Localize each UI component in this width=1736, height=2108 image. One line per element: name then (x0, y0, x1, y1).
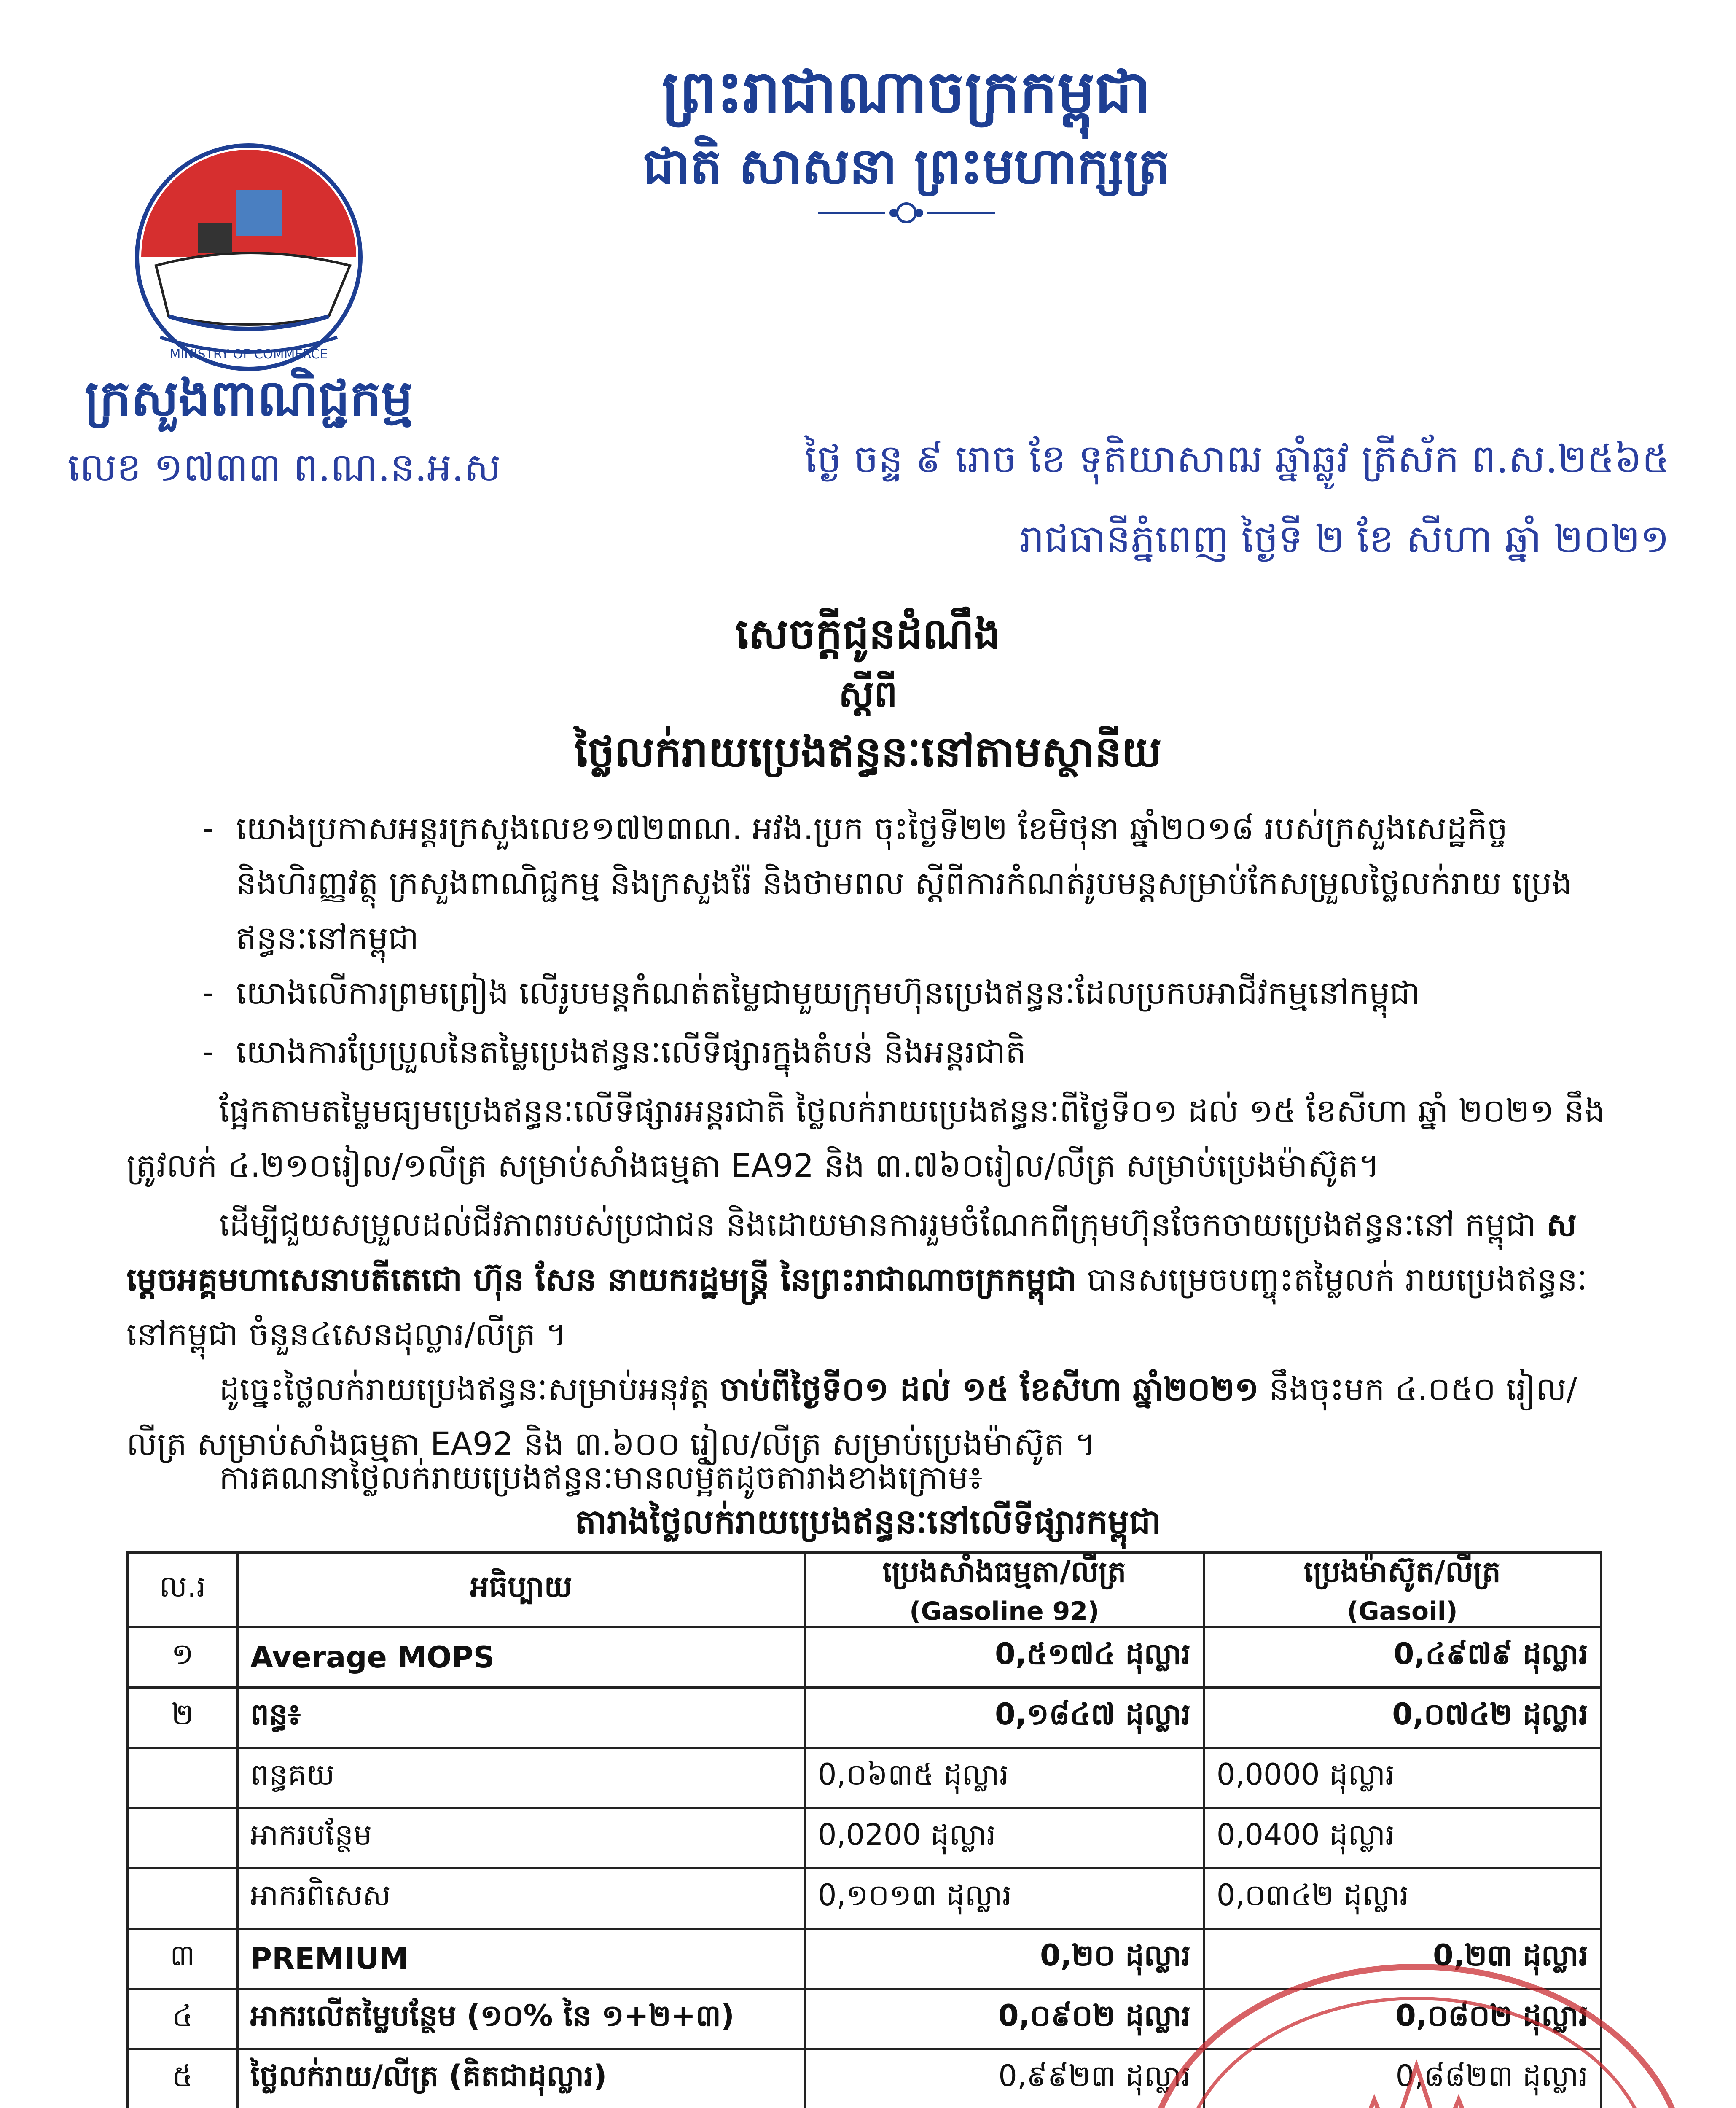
gasoil-price: 0,៤៩៧៩ ដុល្លារ (1204, 1627, 1601, 1688)
row-number: ១ (128, 1627, 238, 1688)
gasoline-price: 0,០៩០២ ដុល្លារ (805, 1989, 1204, 2049)
header-gasoline-kh: ប្រេងសាំងធម្មតា/លីត្រ (882, 1554, 1126, 1589)
paragraph-3-emphasis: ចាប់ពីថ្ងៃទី០១ ដល់ ១៥ ខែសីហា ឆ្នាំ២០២១ (720, 1370, 1259, 1408)
gasoline-price: 0,១៨៤៧ ដុល្លារ (805, 1688, 1204, 1748)
bullet-text: យោងលើការព្រមព្រៀង លើរូបមន្តកំណត់តម្លៃជាមួយក្រុមហ៊ុនប្រេងឥន្ធនៈដែលប្រកបអាជីវកម្មនៅកម្ពុជា (236, 974, 1420, 1011)
row-description: ពន្ធគយ (237, 1748, 805, 1808)
gasoline-price: 0,៩៩២៣ ដុល្លារ (805, 2049, 1204, 2108)
paragraph-2 (126, 1197, 1627, 1362)
logo-caption: MINISTRY OF COMMERCE (169, 347, 328, 362)
table-subrow (128, 1808, 1601, 1869)
solar-date: រាជធានីភ្នំពេញ ថ្ងៃទី ២ ខែ សីហា ឆ្នាំ ២០២១ (1019, 516, 1669, 562)
gasoil-price: 0,0400 ដុល្លារ (1204, 1808, 1601, 1869)
gasoline-price: 0,១០១៣ ដុល្លារ (805, 1869, 1204, 1929)
table-subrow (128, 1869, 1601, 1929)
paragraph-3-end: នឹងចុះមក ៤.០៥០ រៀល/លីត្រ សម្រាប់សាំងធម្មតា EA92 និង ៣.៦០០ រៀល/លីត្រ សម្រាប់ប្រេងម៉ាស៊ូត ។ (126, 1370, 1577, 1463)
bullet-item (202, 965, 1627, 1020)
header-description: អធិប្បាយ (237, 1553, 805, 1627)
ministry-logo (131, 139, 367, 375)
paragraph-1: ផ្អែកតាមតម្លៃមធ្យមប្រេងឥន្ធនៈលើទីផ្សារអន្តរជាតិ ថ្លៃលក់រាយប្រេងឥន្ធនៈពីថ្ងៃទី០១ ដល់ ១៥ ខែសីហា ឆ្នាំ ២០២១ នឹងត្រូវលក់ ៤.២១០រៀល/១លីត្រ សម្រាប់សាំងធម្មតា EA92 និង ៣.៧៦០រៀល/លីត្រ សម្រាប់ប្រេងម៉ាស៊ូត។ (126, 1092, 1605, 1184)
table-header-row (128, 1553, 1601, 1627)
table-row (128, 1627, 1601, 1688)
paragraph-2-emphasis: សម្តេចអគ្គមហាសេនាបតីតេជោ ហ៊ុន សែន នាយករដ្ឋមន្ត្រី នៃព្រះរាជាណាចក្រកម្ពុជា (126, 1206, 1577, 1298)
row-number: ៥ (128, 2049, 238, 2108)
row-number: ៣ (128, 1929, 238, 1989)
gasoil-price: 0,២៣ ដុល្លារ (1204, 1929, 1601, 1989)
bullet-dash: - (202, 809, 214, 847)
table-subrow (128, 1748, 1601, 1808)
row-number: ២ (128, 1688, 238, 1748)
gasoil-price: 0,0000 ដុល្លារ (1204, 1748, 1601, 1808)
paragraph-4: ការគណនាថ្លៃលក់រាយប្រេងឥន្ធនៈមានលម្អិតដូចតារាងខាងក្រោម៖ (219, 1459, 983, 1496)
gasoil-price: 0,០៣៤២ ដុល្លារ (1204, 1869, 1601, 1929)
lunar-date: ថ្ងៃ ចន្ទ ៩ រោច ខែ ទុតិយាសាឍ ឆ្នាំឆ្លូវ ត្រីស័ក ព.ស.២៥៦៥ (804, 436, 1669, 481)
gasoil-price: 0,៨៨២៣ ដុល្លារ (1204, 2049, 1601, 2108)
ministry-name: ក្រសួងពាណិជ្ជកម្ម (84, 369, 413, 427)
header-gasoil-kh: ប្រេងម៉ាស៊ូត/លីត្រ (1303, 1554, 1501, 1589)
bullet-dash: - (202, 974, 214, 1011)
gasoline-price: 0,៥១៧៤ ដុល្លារ (805, 1627, 1204, 1688)
table-row (128, 1688, 1601, 1748)
header-gasoil (1204, 1553, 1601, 1627)
header-gasoil-en: (Gasoil) (1347, 1597, 1458, 1626)
paragraph-3-start: ដូច្នេះថ្លៃលក់រាយប្រេងឥន្ធនៈសម្រាប់អនុវត្ត (219, 1370, 720, 1408)
gasoline-price: 0,២០ ដុល្លារ (805, 1929, 1204, 1989)
header-gasoline-en: (Gasoline 92) (909, 1597, 1099, 1626)
bullet-text: យោងប្រកាសអន្តរក្រសួងលេខ១៧២៣ណ. អវង.ប្រក ចុះថ្ងៃទី២២ ខែមិថុនា ឆ្នាំ២០១៨ របស់ក្រសួងសេដ្ឋកិច្ច និងហិរញ្ញវត្ថុ ក្រសួងពាណិជ្ជកម្ម និងក្រសួងរ៉ែ និងថាមពល ស្តីពីការកំណត់រូបមន្តសម្រាប់កែសម្រួលថ្លៃលក់រាយ ប្រេងឥន្ធនៈនៅកម្ពុជា (236, 809, 1572, 957)
reference-number: លេខ ១៧៣៣ ព.ណ.ន.អ.ស (67, 445, 501, 490)
bullet-item (202, 1024, 1627, 1079)
row-description: ថ្លៃលក់រាយ/លីត្រ (គិតជាដុល្លារ) (237, 2049, 805, 2108)
row-number: ៤ (128, 1989, 238, 2049)
notice-about: ស្តីពី (838, 672, 898, 715)
row-number (128, 1869, 238, 1929)
bullet-item (202, 801, 1627, 965)
notice-subject: ថ្លៃលក់រាយប្រេងឥន្ធនៈនៅតាមស្ថានីយ (574, 727, 1162, 777)
row-description: អាករលើតម្លៃបន្ថែម (១០% នៃ ១+២+៣) (237, 1989, 805, 2049)
gasoil-price: 0,០៧៤២ ដុល្លារ (1204, 1688, 1601, 1748)
official-stamp (1138, 1960, 1695, 2108)
paragraph-2-start: ដើម្បីជួយសម្រួលដល់ជីវភាពរបស់ប្រជាជន និងដោយមានការរួមចំណែកពីក្រុមហ៊ុនចែកចាយប្រេងឥន្ធនៈនៅ កម្ពុជា (219, 1206, 1546, 1243)
paragraph-2-end: បានសម្រេចបញ្ចុះតម្លៃលក់ រាយប្រេងឥន្ធនៈនៅកម្ពុជា ចំនួន៤សេនដុល្លារ/លីត្រ ។ (126, 1261, 1588, 1353)
notice-title: សេចក្តីជូនដំណឹង (735, 609, 1001, 659)
header-number: ល.រ (128, 1553, 238, 1627)
row-number (128, 1748, 238, 1808)
national-motto: ជាតិ សាសនា ព្រះមហាក្សត្រ (642, 137, 1170, 195)
gasoil-price: 0,០៨០២ ដុល្លារ (1204, 1989, 1601, 2049)
header-ornament (814, 198, 999, 228)
row-description: អាករពិសេស (237, 1869, 805, 1929)
bullet-text: យោងការប្រែប្រួលនៃតម្លៃប្រេងឥន្ធនៈលើទីផ្សារក្នុងតំបន់ និងអន្តរជាតិ (236, 1033, 1026, 1070)
kingdom-heading: ព្រះរាជាណាចក្រកម្ពុជា (661, 58, 1151, 126)
row-description: PREMIUM (237, 1929, 805, 1989)
bullet-dash: - (202, 1033, 214, 1070)
row-description: Average MOPS (237, 1627, 805, 1688)
row-number (128, 1808, 238, 1869)
table-title: តារាងថ្លៃលក់រាយប្រេងឥន្ធនៈនៅលើទីផ្សារកម្ពុជា (575, 1502, 1161, 1541)
row-description: ពន្ធ៖ (237, 1688, 805, 1748)
header-gasoline (805, 1553, 1204, 1627)
gasoline-price: 0,0200 ដុល្លារ (805, 1808, 1204, 1869)
gasoline-price: 0,០៦៣៥ ដុល្លារ (805, 1748, 1204, 1808)
row-description: អាករបន្ថែម (237, 1808, 805, 1869)
